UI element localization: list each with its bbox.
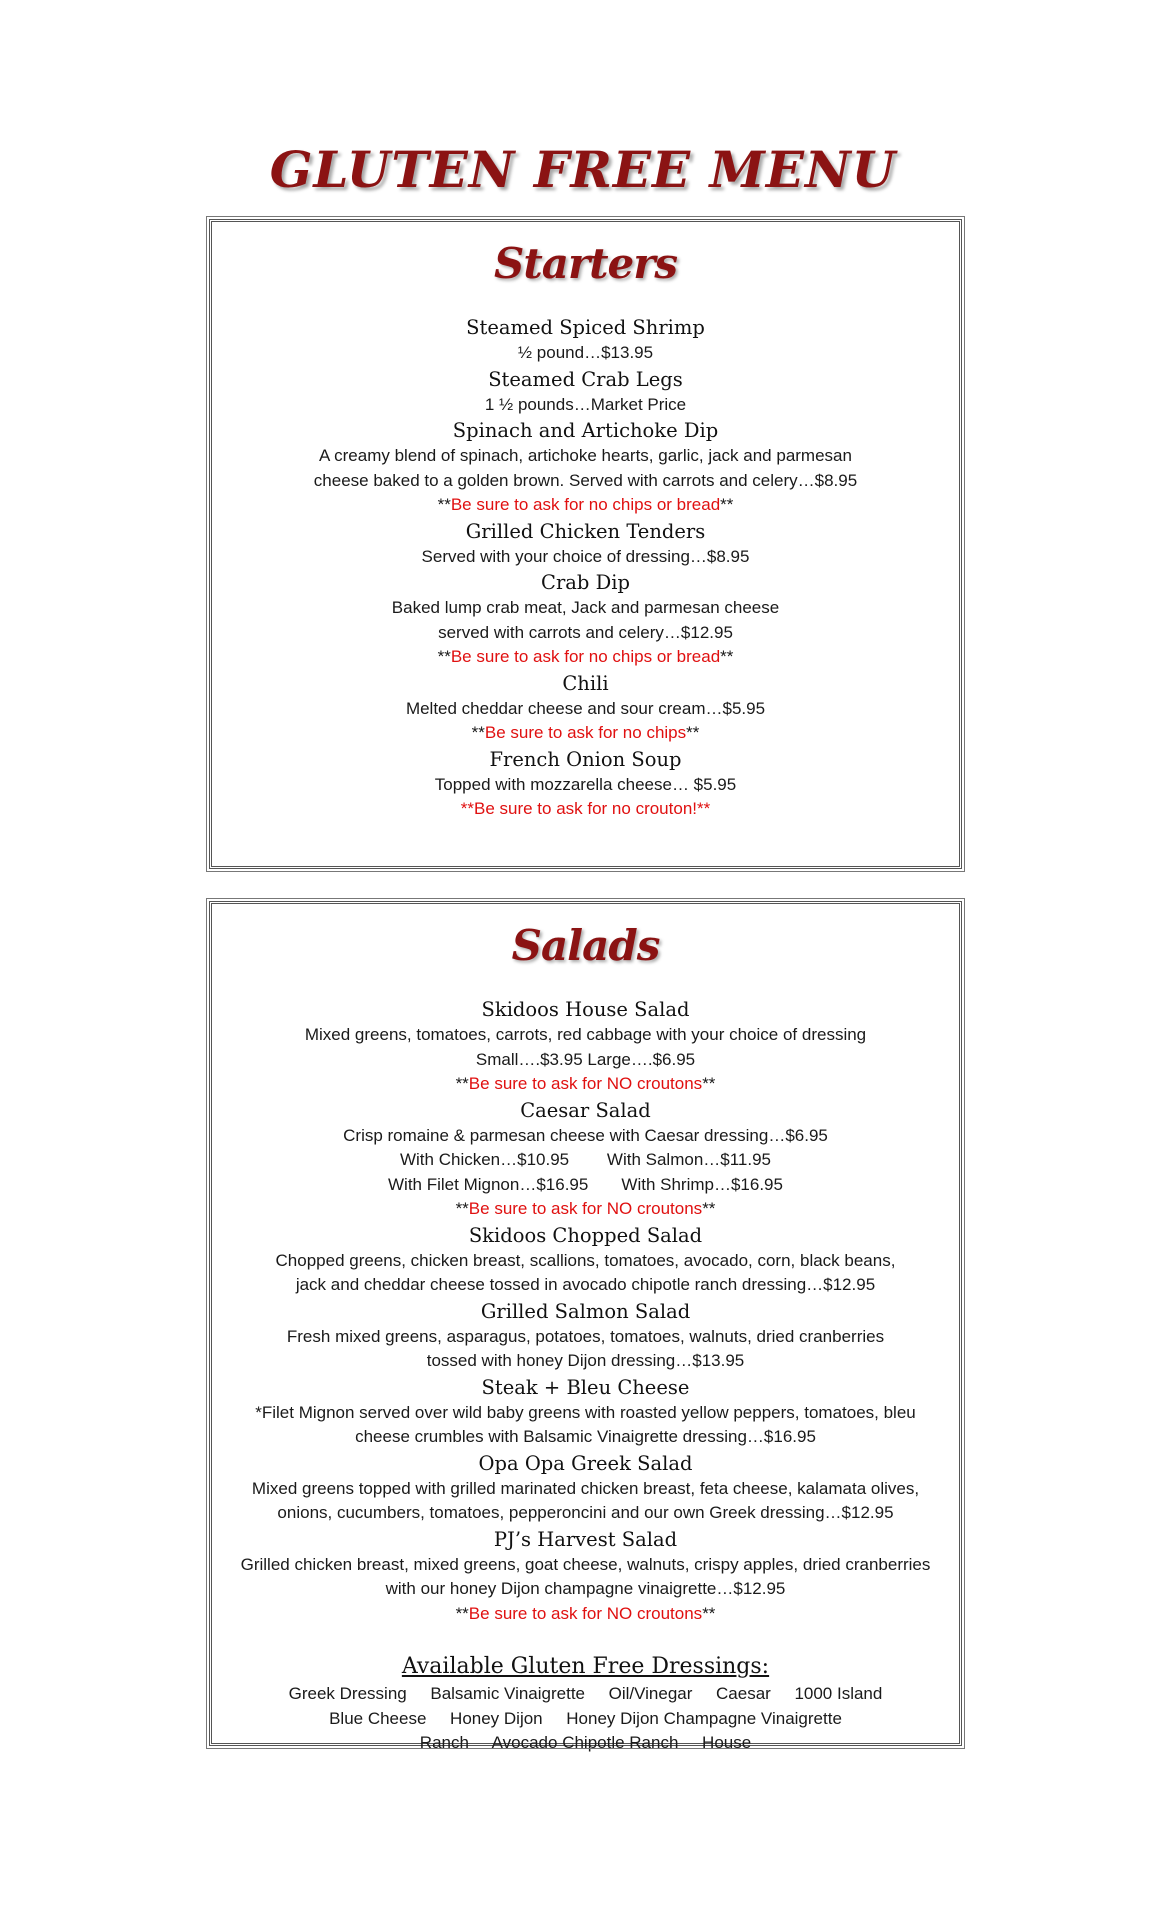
salad-item-description: Mixed greens, tomatoes, carrots, red cabbage with your choice of dressing <box>304 1025 867 1044</box>
starter-item-name: Crab Dip <box>541 571 630 594</box>
salad-item <box>212 1450 959 1526</box>
starters-section <box>209 219 962 869</box>
warning-text: Be sure to ask for NO croutons <box>468 1199 703 1218</box>
salad-item-warning <box>212 1072 959 1097</box>
starter-item <box>212 569 959 670</box>
salad-item-description: Chopped greens, chicken breast, scallions, tomatoes, avocado, corn, black beans, <box>275 1250 896 1270</box>
starter-item-description: Served with your choice of dressing…$8.95 <box>421 546 750 566</box>
dressings-list <box>212 1682 959 1756</box>
starter-item-name: Steamed Crab Legs <box>488 367 683 391</box>
starter-item-description: served with carrots and celery…$12.95 <box>438 622 733 642</box>
starter-item-warning: **Be sure to ask for no crouton!** <box>460 799 711 818</box>
starter-item-description: Topped with mozzarella cheese… $5.95 <box>434 774 737 794</box>
salad-item-name: Steak + Bleu Cheese <box>481 1375 690 1399</box>
warning-stars: ** <box>471 723 485 742</box>
warning-stars: ** <box>702 1603 716 1623</box>
salad-item-description: With Chicken…$10.95 With Salmon…$11.95 <box>399 1150 772 1169</box>
starter-item-warning <box>212 645 959 670</box>
salads-section <box>209 901 962 1752</box>
dressing-options-line: Ranch Avocado Chipotle Ranch House <box>419 1733 752 1752</box>
starter-item <box>212 746 959 822</box>
warning-stars: ** <box>702 1199 716 1218</box>
salads-heading: Salads <box>511 921 660 970</box>
starter-item-description: Melted cheddar cheese and sour cream…$5.95 <box>405 698 766 718</box>
starter-item-name: Chili <box>562 671 609 695</box>
warning-stars: ** <box>437 495 451 514</box>
starter-item-warning <box>212 493 959 518</box>
salad-item <box>212 1097 959 1222</box>
salad-item-warning <box>212 1602 959 1627</box>
starters-list <box>212 314 959 822</box>
warning-stars: ** <box>720 495 734 514</box>
salad-item-description: Grilled chicken breast, mixed greens, goat cheese, walnuts, crispy apples, dried cranberries <box>240 1554 931 1574</box>
salad-item <box>212 996 959 1097</box>
salad-item-description: Crisp romaine & parmesan cheese with Caesar dressing…$6.95 <box>343 1125 828 1145</box>
salad-item-name: Caesar Salad <box>520 1098 651 1122</box>
salad-item-name: Opa Opa Greek Salad <box>478 1451 693 1475</box>
warning-stars: ** <box>720 647 734 666</box>
salad-item-description: Small….$3.95 Large….$6.95 <box>475 1049 696 1069</box>
warning-stars: ** <box>702 1074 716 1093</box>
salad-item-description: onions, cucumbers, tomatoes, pepperoncini and our own Greek dressing…$12.95 <box>277 1503 894 1522</box>
dressings-heading: Available Gluten Free Dressings: <box>401 1654 770 1679</box>
salad-item-name: PJ’s Harvest Salad <box>493 1527 678 1551</box>
salad-item-description: Mixed greens topped with grilled marinated chicken breast, feta cheese, kalamata olives, <box>251 1478 920 1498</box>
warning-stars: ** <box>455 1603 469 1623</box>
dressing-options-line: Greek Dressing Balsamic Vinaigrette Oil/Vinegar Caesar 1000 Island <box>288 1684 883 1703</box>
starter-item-description: 1 ½ pounds…Market Price <box>484 394 687 414</box>
starter-item-warning <box>212 721 959 746</box>
salad-item-description: With Filet Mignon…$16.95 With Shrimp…$16.95 <box>388 1174 783 1194</box>
starter-item <box>212 417 959 518</box>
warning-stars: ** <box>455 1074 469 1093</box>
starters-heading: Starters <box>494 239 677 288</box>
salad-item-warning <box>212 1197 959 1222</box>
warning-text: Be sure to ask for no chips <box>484 723 687 742</box>
starter-item-name: Spinach and Artichoke Dip <box>452 419 719 442</box>
warning-text: Be sure to ask for NO croutons <box>468 1603 703 1623</box>
salad-item-description: *Filet Mignon served over wild baby greens with roasted yellow peppers, tomatoes, bleu <box>255 1402 916 1422</box>
warning-stars: ** <box>455 1199 469 1218</box>
salad-item-description: with our honey Dijon champagne vinaigrette…$12.95 <box>385 1579 786 1598</box>
starter-item <box>212 518 959 570</box>
warning-stars: ** <box>437 647 451 666</box>
salad-item-description: cheese crumbles with Balsamic Vinaigrette dressing…$16.95 <box>355 1427 816 1446</box>
warning-text: Be sure to ask for no chips or bread <box>450 495 721 514</box>
salad-item-name: Skidoos Chopped Salad <box>468 1223 703 1247</box>
salad-item <box>212 1222 959 1298</box>
salad-item-description: jack and cheddar cheese tossed in avocado chipotle ranch dressing…$12.95 <box>295 1275 876 1294</box>
starter-item-description: A creamy blend of spinach, artichoke hearts, garlic, jack and parmesan <box>319 446 852 465</box>
starter-item <box>212 366 959 418</box>
salads-list <box>212 996 959 1626</box>
starter-item-description: cheese baked to a golden brown. Served with carrots and celery…$8.95 <box>313 470 858 490</box>
warning-text: Be sure to ask for no chips or bread <box>450 647 721 666</box>
page-title: GLUTEN FREE MENU <box>269 140 897 199</box>
salad-item-name: Skidoos House Salad <box>481 998 690 1021</box>
warning-stars: ** <box>686 723 700 742</box>
starter-item-name: Steamed Spiced Shrimp <box>466 316 705 339</box>
dressing-options-line: Blue Cheese Honey Dijon Honey Dijon Champagne Vinaigrette <box>329 1708 842 1728</box>
starter-item-description: Baked lump crab meat, Jack and parmesan cheese <box>391 598 780 617</box>
salad-item <box>212 1374 959 1450</box>
salad-item-description: Fresh mixed greens, asparagus, potatoes, tomatoes, walnuts, dried cranberries <box>286 1326 885 1346</box>
starter-item-name: French Onion Soup <box>489 747 682 771</box>
warning-text: Be sure to ask for NO croutons <box>468 1074 703 1093</box>
salad-item <box>212 1298 959 1374</box>
starter-item-name: Grilled Chicken Tenders <box>465 519 706 543</box>
starter-item <box>212 670 959 746</box>
starter-item-description: ½ pound…$13.95 <box>517 343 654 362</box>
starter-item <box>212 314 959 366</box>
salad-item-name: Grilled Salmon Salad <box>480 1299 691 1323</box>
salad-item-description: tossed with honey Dijon dressing…$13.95 <box>426 1351 745 1370</box>
salad-item <box>212 1526 959 1627</box>
